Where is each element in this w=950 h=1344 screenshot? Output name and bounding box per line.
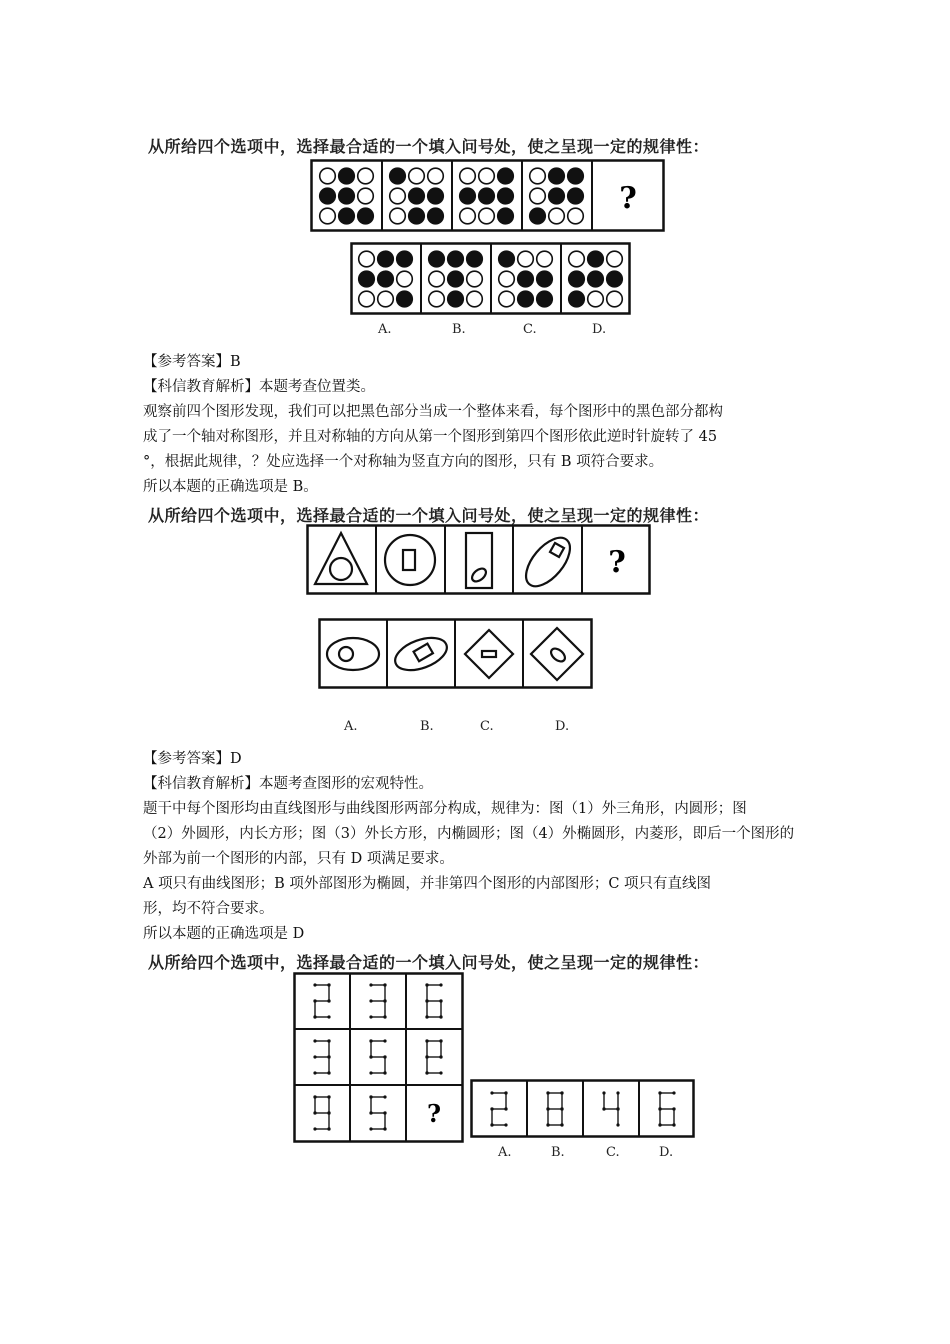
q1-question-mark: ? (619, 181, 637, 216)
q1-stem-dot (339, 168, 355, 184)
q1-option-dot (499, 291, 515, 307)
q1-option-dot (607, 251, 623, 267)
q1-option-dot (378, 271, 394, 287)
q1-option-dot (467, 251, 483, 267)
q1-stem-dot (479, 208, 495, 224)
q1-option-dot (397, 251, 413, 267)
q1-option-dot (518, 251, 534, 267)
q1-option-dot (448, 291, 464, 307)
q1-option-dot (569, 251, 585, 267)
q2-option-a-label: A. (344, 719, 358, 734)
q1-option-dot (397, 271, 413, 287)
q2-heading: 从所给四个选项中，选择最合适的一个填入问号处，使之呈现一定的规律性： (148, 506, 710, 525)
q1-stem-dot (358, 188, 374, 204)
q1-option-b-label: B. (452, 322, 466, 337)
q1-stem-dot (479, 188, 495, 204)
q1-answer: 【参考答案】B (143, 354, 241, 370)
q1-option-dot (359, 291, 375, 307)
q2-stem-figure (306, 524, 652, 596)
q1-stem-dot (549, 168, 565, 184)
q1-heading: 从所给四个选项中，选择最合适的一个填入问号处，使之呈现一定的规律性： (148, 137, 710, 156)
q1-option-c-label: C. (523, 322, 537, 337)
q1-option-dot (359, 271, 375, 287)
q2-analysis-line: 外部为前一个图形的内部，只有 D 项满足要求。 (143, 851, 454, 867)
q2-option-b-label: B. (420, 719, 434, 734)
q1-stem-dot (530, 168, 546, 184)
q2-analysis-line: （2）外圆形，内长方形；图（3）外长方形，内椭圆形；图（4）外椭圆形，内菱形，即后一个图形的 (143, 826, 795, 842)
q1-option-dot (378, 291, 394, 307)
q1-stem-dot (530, 188, 546, 204)
q1-option-dot (448, 271, 464, 287)
q1-stem-dot (390, 208, 406, 224)
q1-option-dot (537, 291, 553, 307)
q1-stem-dot (339, 188, 355, 204)
q1-option-dot (359, 251, 375, 267)
q1-option-dot (429, 251, 445, 267)
q1-option-dot (607, 271, 623, 287)
q2-answer: 【参考答案】D (143, 751, 242, 767)
q2-analysis-title: 【科信教育解析】本题考查图形的宏观特性。 (143, 776, 433, 792)
q1-stem-dot (568, 188, 584, 204)
q1-option-dot (588, 291, 604, 307)
q1-option-dot (537, 251, 553, 267)
q1-analysis-title: 【科信教育解析】本题考查位置类。 (143, 379, 375, 395)
q1-stem-dot (530, 208, 546, 224)
q2-analysis-line: 所以本题的正确选项是 D (143, 926, 305, 942)
q1-option-dot (518, 291, 534, 307)
q1-stem-dot (390, 188, 406, 204)
q1-stem-dot (498, 188, 514, 204)
q1-option-dot (397, 291, 413, 307)
q1-stem-dot (320, 168, 336, 184)
q1-stem-dot (549, 208, 565, 224)
q1-option-d-label: D. (592, 322, 607, 337)
q1-stem-dot (568, 168, 584, 184)
q1-option-dot (569, 271, 585, 287)
q1-option-dot (499, 271, 515, 287)
q1-option-dot (448, 251, 464, 267)
q1-option-dot (429, 291, 445, 307)
q1-analysis-line: 成了一个轴对称图形，并且对称轴的方向从第一个图形到第四个图形依此逆时针旋转了 45 (143, 429, 718, 445)
q1-stem-dot (549, 188, 565, 204)
q2-analysis-line: A 项只有曲线图形；B 项外部图形为椭圆，并非第四个图形的内部图形；C 项只有直线图 (143, 876, 712, 892)
q2-option-d-label: D. (555, 719, 570, 734)
q1-analysis-line: °，根据此规律，？处应选择一个对称轴为竖直方向的图形，只有 B 项符合要求。 (143, 454, 664, 470)
q3-option-a-label: A. (498, 1145, 512, 1160)
q1-option-dot (588, 251, 604, 267)
q1-analysis-line: 所以本题的正确选项是 B。 (143, 479, 318, 495)
q1-options-figure (350, 242, 632, 316)
q1-option-a-label: A. (378, 322, 392, 337)
q1-analysis-line: 观察前四个图形发现，我们可以把黑色部分当成一个整体来看，每个图形中的黑色部分都构 (143, 404, 723, 420)
q1-stem-dot (428, 168, 444, 184)
q1-stem-figure (310, 159, 666, 233)
q1-stem-dot (390, 168, 406, 184)
q1-stem-dot (498, 168, 514, 184)
q1-stem-dot (358, 208, 374, 224)
q1-stem-dot (320, 208, 336, 224)
q1-stem-dot (498, 208, 514, 224)
q1-stem-dot (460, 208, 476, 224)
q2-analysis-line: 形，均不符合要求。 (143, 901, 274, 917)
q3-heading: 从所给四个选项中，选择最合适的一个填入问号处，使之呈现一定的规律性： (148, 953, 710, 972)
q2-options-figure (318, 618, 594, 690)
q1-option-dot (378, 251, 394, 267)
q1-option-dot (537, 271, 553, 287)
q1-option-dot (588, 271, 604, 287)
q2-question-mark: ? (608, 545, 626, 580)
q1-stem-dot (479, 168, 495, 184)
q3-digit-grid (293, 972, 465, 1144)
q3-option-c-label: C. (606, 1145, 620, 1160)
q1-option-dot (467, 271, 483, 287)
q1-option-dot (429, 271, 445, 287)
q1-option-dot (518, 271, 534, 287)
q1-stem-dot (339, 208, 355, 224)
q1-stem-dot (409, 208, 425, 224)
q1-stem-dot (409, 188, 425, 204)
q3-option-b-label: B. (551, 1145, 565, 1160)
q2-option-c-label: C. (480, 719, 494, 734)
q1-stem-dot (568, 208, 584, 224)
q1-stem-dot (428, 208, 444, 224)
q1-option-dot (467, 291, 483, 307)
q3-question-mark: ? (426, 1099, 442, 1128)
q1-stem-dot (428, 188, 444, 204)
q1-stem-dot (409, 168, 425, 184)
q2-analysis-line: 题干中每个图形均由直线图形与曲线图形两部分构成，规律为：图（1）外三角形，内圆形；图 (143, 801, 747, 817)
q1-stem-dot (460, 188, 476, 204)
q1-option-dot (569, 291, 585, 307)
q1-option-dot (607, 291, 623, 307)
q1-option-dot (499, 251, 515, 267)
q1-stem-dot (358, 168, 374, 184)
q3-options-figure (470, 1079, 696, 1139)
q1-stem-dot (320, 188, 336, 204)
q1-stem-dot (460, 168, 476, 184)
q3-option-d-label: D. (659, 1145, 674, 1160)
